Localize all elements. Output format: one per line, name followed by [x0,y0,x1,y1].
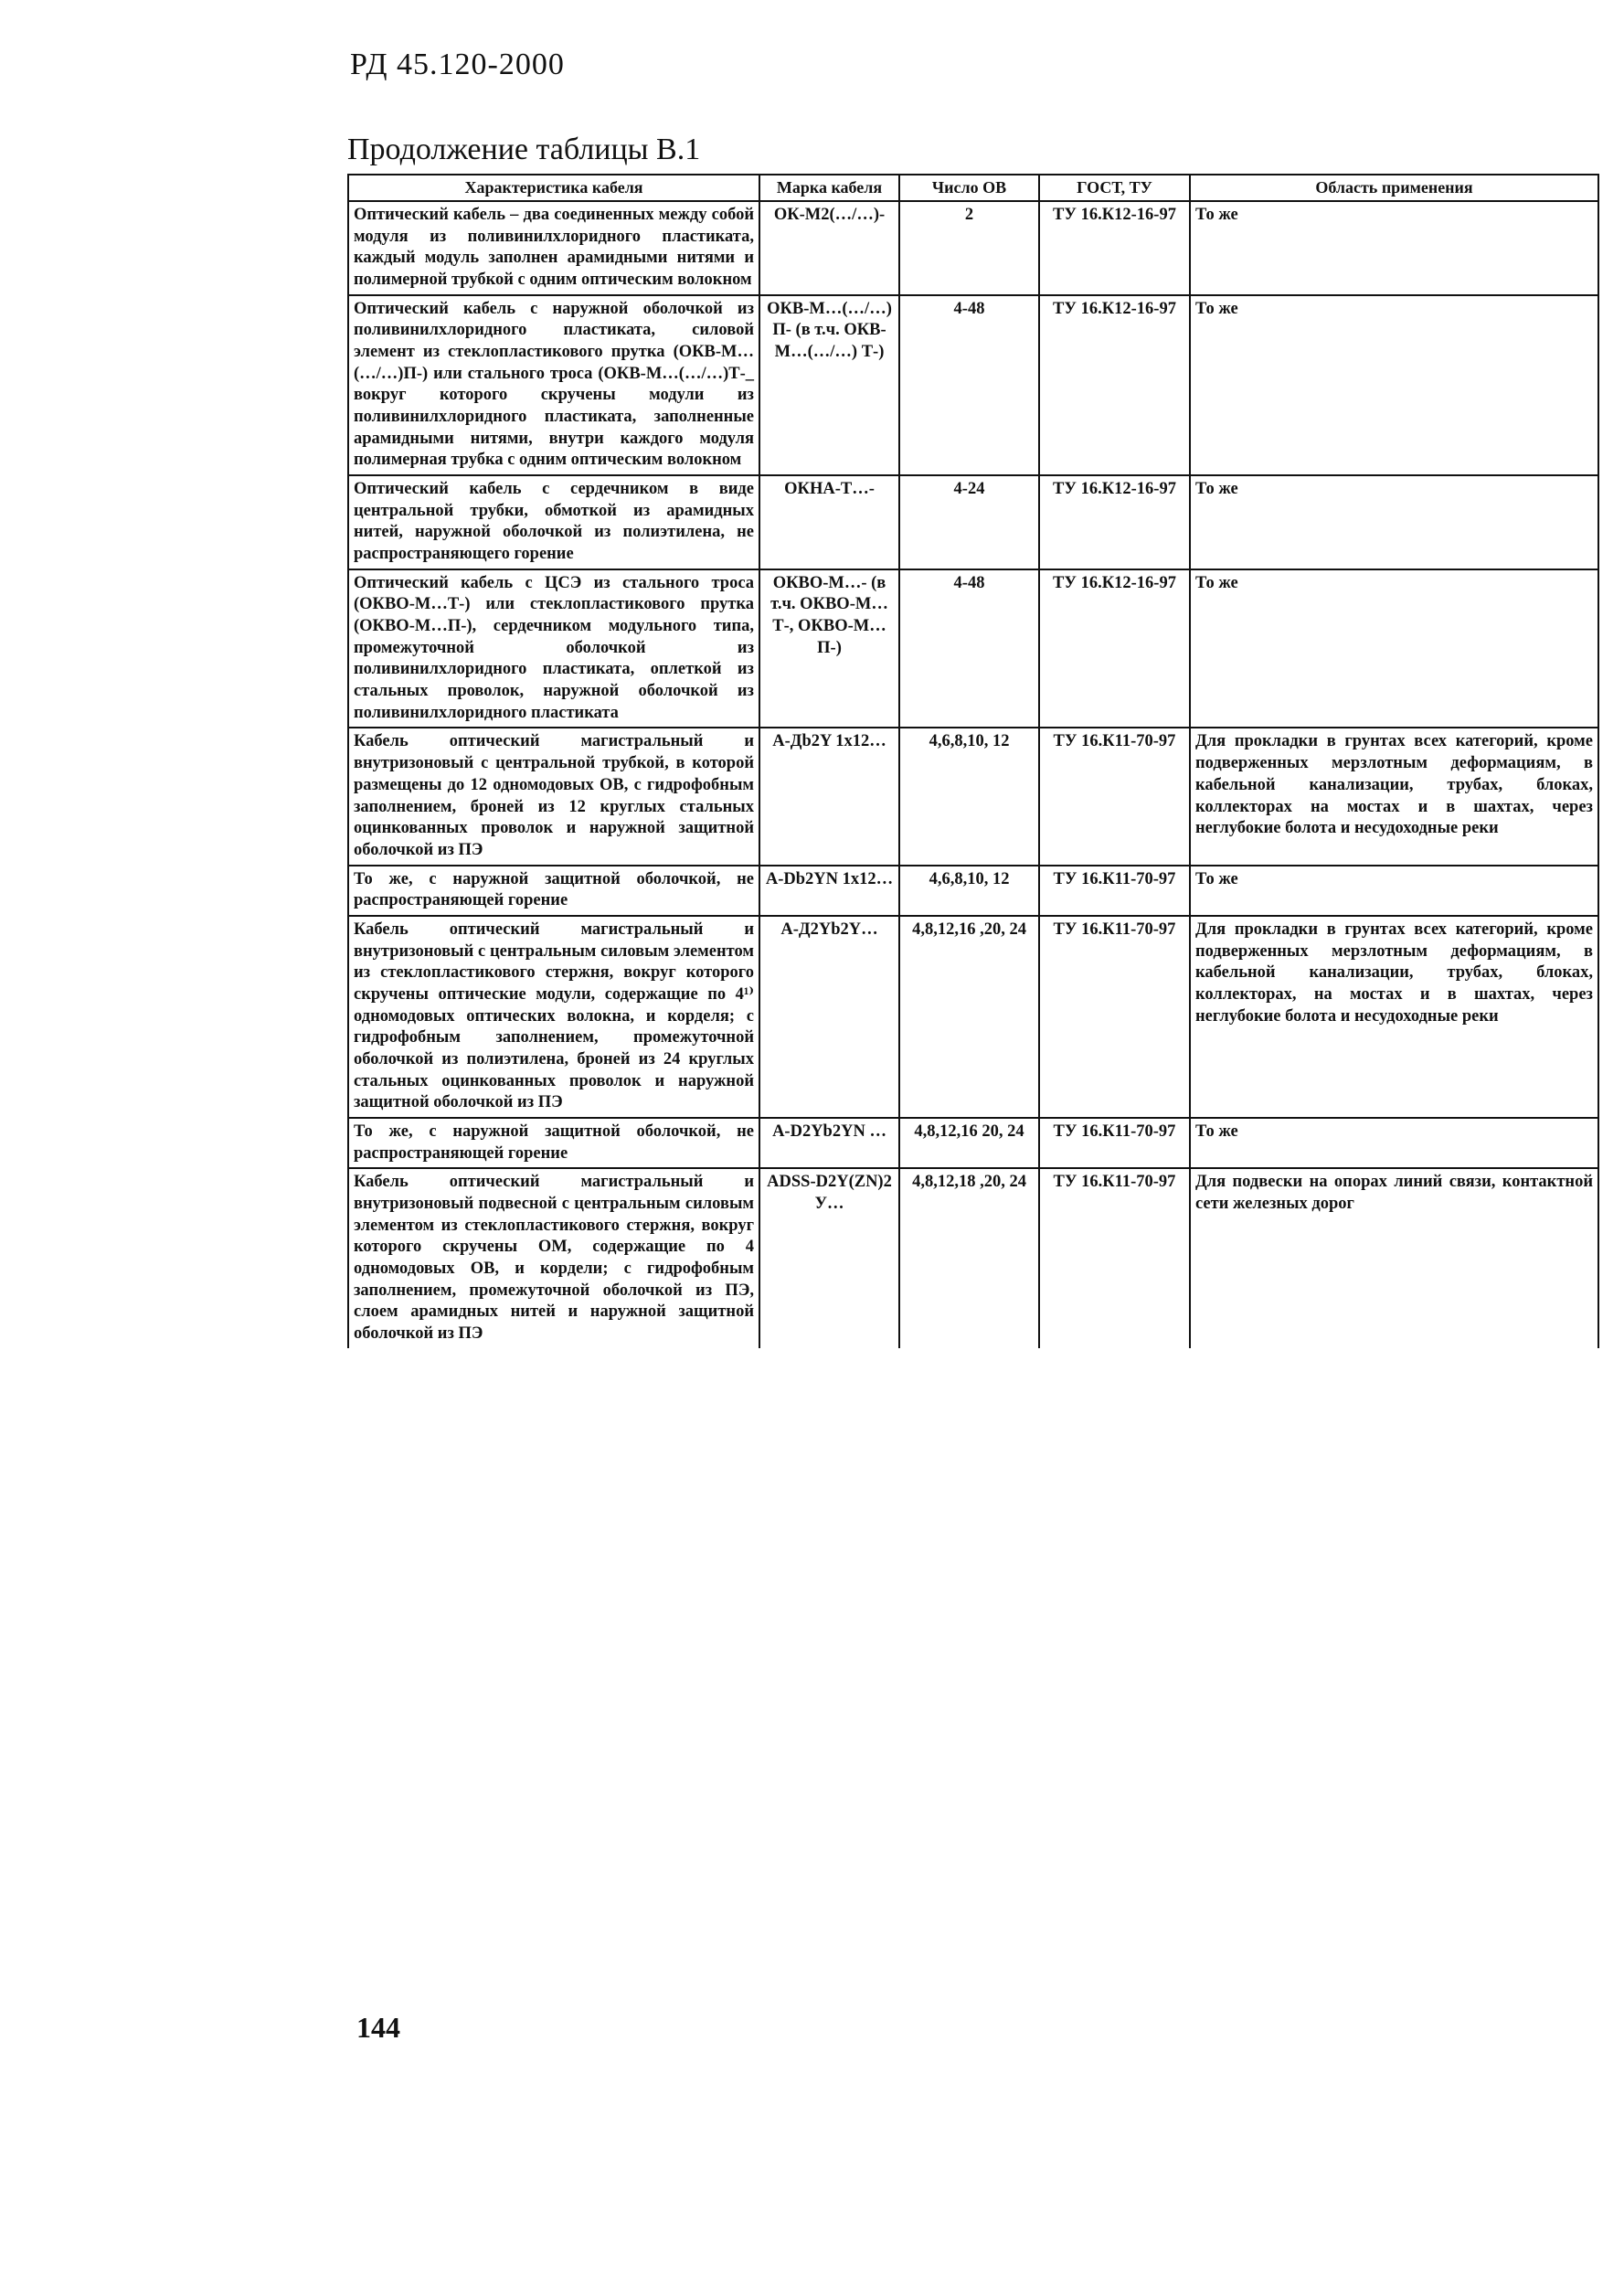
cell-application: То же [1190,569,1598,728]
cell-standard: ТУ 16.К11-70-97 [1039,866,1190,916]
page-number: 144 [356,2011,400,2044]
cell-application: То же [1190,295,1598,475]
cell-application: То же [1190,201,1598,295]
cell-characteristic: Оптический кабель с ЦСЭ из стального троса (ОКВО-М…Т-) или стеклопластикового прутка (ОКВО-М…П-), сердечником модульного типа, промежуточной оболочкой из поливинилхлоридного пластиката, оплеткой из стальных проволок, наружной оболочкой из поливинилхлоридного пластиката [348,569,759,728]
cell-brand: А-D2Yb2YN … [759,1118,899,1168]
cell-characteristic: То же, с наружной защитной оболочкой, не распространяющей горение [348,1118,759,1168]
cell-characteristic: Оптический кабель с сердечником в виде центральной трубки, обмоткой из арамидных нитей, наружной оболочкой из полиэтилена, не распространяющего горение [348,475,759,569]
cell-brand: А-Д2Yb2Y… [759,916,899,1118]
cell-standard: ТУ 16.К12-16-97 [1039,201,1190,295]
table-row [348,201,1598,295]
cell-standard: ТУ 16.К12-16-97 [1039,475,1190,569]
cell-standard: ТУ 16.К12-16-97 [1039,295,1190,475]
table-header-row [348,175,1598,201]
cell-fiber-count: 2 [899,201,1039,295]
cell-application: Для подвески на опорах линий связи, контактной сети железных дорог [1190,1168,1598,1347]
cell-fiber-count: 4,8,12,16 20, 24 [899,1118,1039,1168]
cell-standard: ТУ 16.К11-70-97 [1039,1118,1190,1168]
cell-characteristic: Оптический кабель с наружной оболочкой из поливинилхлоридного пластиката, силовой элемент из стеклопластикового прутка (ОКВ-М…(…/…)П-) или стального троса (ОКВ-М…(…/…)Т-_ вокруг которого скручены модули из поливинилхлоридного пластиката, заполненные арамидными нитями, внутри каждого модуля полимерная трубка с одним оптическим волокном [348,295,759,475]
cable-table [347,174,1599,1348]
header-application: Область применения [1190,175,1598,201]
header-fiber-count: Число ОВ [899,175,1039,201]
table-row [348,1118,1598,1168]
table-row [348,916,1598,1118]
cell-fiber-count: 4-48 [899,295,1039,475]
cell-brand: ADSS-D2Y(ZN)2 У… [759,1168,899,1347]
table-row [348,569,1598,728]
table-caption: Продолжение таблицы В.1 [347,133,701,166]
table-body [348,201,1598,1348]
cell-characteristic: Кабель оптический магистральный и внутризоновый с центральной трубкой, в которой размещены до 12 одномодовых ОВ, с гидрофобным заполнением, броней из 12 круглых стальных оцинкованных проволок и наружной защитной оболочкой из ПЭ [348,728,759,865]
table-row [348,728,1598,865]
cell-fiber-count: 4,8,12,16 ,20, 24 [899,916,1039,1118]
cell-standard: ТУ 16.К11-70-97 [1039,728,1190,865]
cell-application: Для прокладки в грунтах всех категорий, кроме подверженных мерзлотным деформациям, в кабельной канализации, трубах, блоках, коллекторах на мостах и в шахтах, через неглубокие болота и несудоходные реки [1190,728,1598,865]
cell-brand: A-Db2YN 1x12… [759,866,899,916]
cell-characteristic: Кабель оптический магистральный и внутризоновый с центральным силовым элементом из стеклопластикового стержня, вокруг которого скручены оптические модули, содержащие по 4¹⁾ одномодовых оптических волокна, и корделя; с гидрофобным заполнением, промежуточной оболочкой из полиэтилена, броней из 24 круглых стальных оцинкованных проволок и наружной защитной оболочкой из ПЭ [348,916,759,1118]
document-code: РД 45.120-2000 [350,48,565,81]
cell-standard: ТУ 16.К12-16-97 [1039,569,1190,728]
cell-fiber-count: 4,8,12,18 ,20, 24 [899,1168,1039,1347]
cell-application: То же [1190,1118,1598,1168]
cell-brand: А-Дb2Y 1x12… [759,728,899,865]
cell-characteristic: Кабель оптический магистральный и внутризоновый подвесной с центральным силовым элементом из стеклопластикового стержня, вокруг которого скручены ОМ, содержащие по 4 одномодовых ОВ, и кордели; с гидрофобным заполнением, промежуточной оболочкой из ПЭ, слоем арамидных нитей и наружной защитной оболочкой из ПЭ [348,1168,759,1347]
cell-characteristic: Оптический кабель – два соединенных между собой модуля из поливинилхлоридного пластиката, каждый модуль заполнен арамидными нитями и полимерной трубкой с одним оптическим волокном [348,201,759,295]
cell-brand: ОКНА-Т…- [759,475,899,569]
cell-brand: ОК-М2(…/…)- [759,201,899,295]
cell-brand: ОКВО-М…- (в т.ч. ОКВО-М…Т-, ОКВО-М…П-) [759,569,899,728]
table-row [348,866,1598,916]
cell-application: Для прокладки в грунтах всех категорий, кроме подверженных мерзлотным деформациям, в кабельной канализации, трубах, блоках, коллекторах, на мостах и в шахтах, через неглубокие болота и несудоходные реки [1190,916,1598,1118]
cell-brand: ОКВ-М…(…/…) П- (в т.ч. ОКВ-М…(…/…) Т-) [759,295,899,475]
table-row [348,475,1598,569]
header-brand: Марка кабеля [759,175,899,201]
cell-fiber-count: 4-48 [899,569,1039,728]
header-characteristic: Характеристика кабеля [348,175,759,201]
cell-fiber-count: 4-24 [899,475,1039,569]
cell-fiber-count: 4,6,8,10, 12 [899,728,1039,865]
cell-application: То же [1190,866,1598,916]
table-row [348,1168,1598,1347]
cell-characteristic: То же, с наружной защитной оболочкой, не распространяющей горение [348,866,759,916]
cell-standard: ТУ 16.К11-70-97 [1039,916,1190,1118]
cell-application: То же [1190,475,1598,569]
table-row [348,295,1598,475]
header-standard: ГОСТ, ТУ [1039,175,1190,201]
cell-fiber-count: 4,6,8,10, 12 [899,866,1039,916]
cell-standard: ТУ 16.К11-70-97 [1039,1168,1190,1347]
